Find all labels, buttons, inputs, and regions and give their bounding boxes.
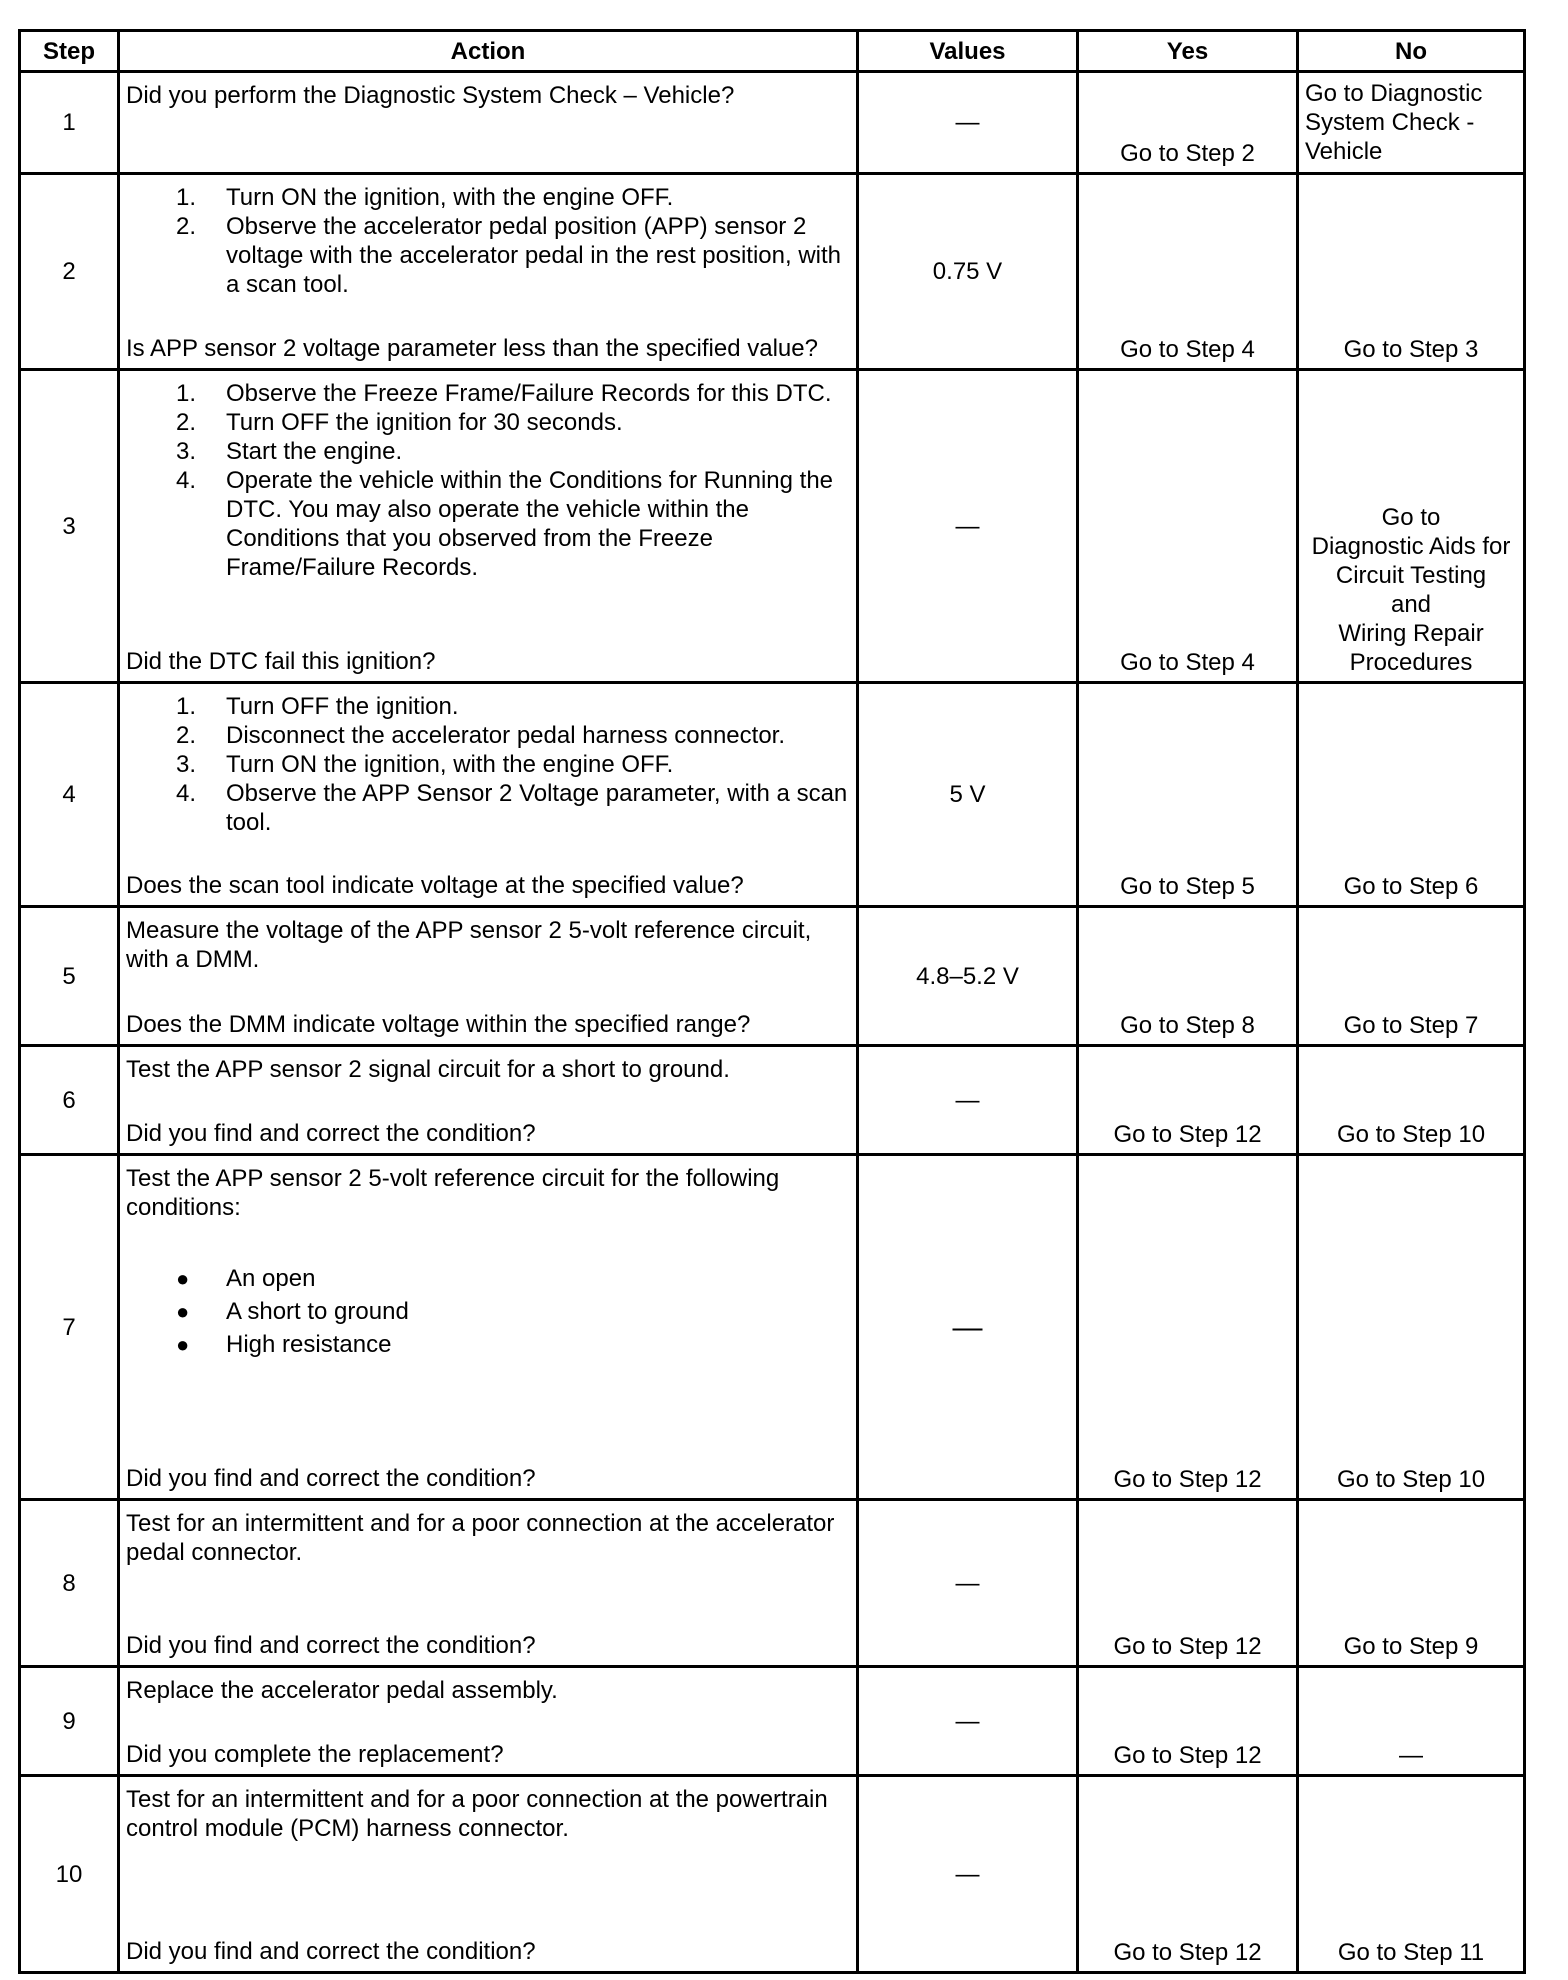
no-cell: Go to Diagnostic Aids for Circuit Testing and Wiring Repair Procedures (1298, 370, 1525, 683)
header-action: Action (119, 31, 858, 72)
action-text: Did you perform the Diagnostic System Check – Vehicle? (126, 82, 735, 109)
list-item: 1. Observe the Freeze Frame/Failure Records for this DTC. (176, 380, 832, 407)
list-item: 3. Turn ON the ignition, with the engine OFF. (176, 751, 674, 778)
yes-cell: Go to Step 12 (1078, 1776, 1298, 1973)
table-row (20, 1155, 1525, 1500)
list-item: 4. Operate the vehicle within the Conditions for Running the DTC. You may also operate the vehicle within the Conditions that you observed from the Freeze Frame/Failure Records. (176, 467, 834, 581)
action-text: Test for an intermittent and for a poor connection at the accelerator pedal connector. (126, 1510, 835, 1566)
action-text: Replace the accelerator pedal assembly. (126, 1677, 558, 1704)
no-cell: Go to Step 7 (1298, 907, 1525, 1046)
action-cell (119, 174, 858, 370)
no-cell: Go to Diagnostic System Check - Vehicle (1298, 72, 1525, 174)
no-cell: Go to Step 11 (1298, 1776, 1525, 1973)
no-cell: Go to Step 3 (1298, 174, 1525, 370)
value-cell: — (858, 1776, 1078, 1973)
action-steps (126, 379, 850, 582)
value-cell: — (858, 1155, 1078, 1500)
header-values: Values (858, 31, 1078, 72)
table-row (20, 370, 1525, 683)
action-cell (119, 1046, 858, 1155)
table-row (20, 1500, 1525, 1667)
table-row (20, 1046, 1525, 1155)
list-item: 2. Turn OFF the ignition for 30 seconds. (176, 409, 623, 436)
action-cell (119, 1500, 858, 1667)
step-number: 8 (20, 1500, 119, 1667)
action-cell (119, 370, 858, 683)
yes-cell: Go to Step 12 (1078, 1667, 1298, 1776)
step-number: 2 (20, 174, 119, 370)
table-row (20, 1667, 1525, 1776)
list-item: 1. Turn OFF the ignition. (176, 693, 459, 720)
action-steps (126, 692, 850, 837)
no-cell: Go to Step 10 (1298, 1155, 1525, 1500)
action-question: Is APP sensor 2 voltage parameter less than the specified value? (126, 335, 818, 362)
value-cell: — (858, 370, 1078, 683)
value-cell: — (858, 72, 1078, 174)
step-number: 1 (20, 72, 119, 174)
step-number: 7 (20, 1155, 119, 1500)
yes-cell: Go to Step 2 (1078, 72, 1298, 174)
action-cell (119, 683, 858, 907)
header-row (20, 31, 1525, 72)
list-item: 2. Disconnect the accelerator pedal harness connector. (176, 722, 785, 749)
action-steps (126, 183, 850, 299)
list-item: 1. Turn ON the ignition, with the engine OFF. (176, 184, 674, 211)
step-number: 4 (20, 683, 119, 907)
action-question: Did you complete the replacement? (126, 1741, 504, 1768)
action-question: Did you find and correct the condition? (126, 1120, 536, 1147)
action-text: Test the APP sensor 2 signal circuit for a short to ground. (126, 1056, 730, 1083)
step-number: 3 (20, 370, 119, 683)
no-cell: — (1298, 1667, 1525, 1776)
action-cell (119, 1667, 858, 1776)
yes-cell: Go to Step 12 (1078, 1500, 1298, 1667)
value-cell: 4.8–5.2 V (858, 907, 1078, 1046)
yes-cell: Go to Step 8 (1078, 907, 1298, 1046)
action-text: Measure the voltage of the APP sensor 2 5-volt reference circuit, with a DMM. (126, 917, 812, 973)
table-row (20, 174, 1525, 370)
action-text: Test the APP sensor 2 5-volt reference circuit for the following conditions: (126, 1165, 780, 1221)
yes-cell: Go to Step 12 (1078, 1155, 1298, 1500)
step-number: 10 (20, 1776, 119, 1973)
action-question: Did the DTC fail this ignition? (126, 648, 436, 675)
list-item: ● A short to ground (176, 1298, 409, 1325)
header-no: No (1298, 31, 1525, 72)
no-cell: Go to Step 10 (1298, 1046, 1525, 1155)
list-item: 4. Observe the APP Sensor 2 Voltage parameter, with a scan tool. (176, 780, 848, 836)
action-question: Did you find and correct the condition? (126, 1465, 536, 1492)
list-item: ● An open (176, 1265, 316, 1292)
yes-cell: Go to Step 5 (1078, 683, 1298, 907)
yes-cell: Go to Step 4 (1078, 370, 1298, 683)
value-cell: — (858, 1046, 1078, 1155)
table-row (20, 1776, 1525, 1973)
value-cell: — (858, 1667, 1078, 1776)
action-question: Does the DMM indicate voltage within the specified range? (126, 1011, 751, 1038)
list-item: 2. Observe the accelerator pedal position (APP) sensor 2 voltage with the accelerator pedal in the rest position, with a scan tool. (176, 213, 842, 298)
table-row (20, 72, 1525, 174)
yes-cell: Go to Step 4 (1078, 174, 1298, 370)
action-cell (119, 907, 858, 1046)
table-row (20, 907, 1525, 1046)
value-cell: 0.75 V (858, 174, 1078, 370)
value-cell: — (858, 1500, 1078, 1667)
action-text: Test for an intermittent and for a poor connection at the powertrain control module (PCM) harness connector. (126, 1786, 828, 1842)
action-cell (119, 72, 858, 174)
action-question: Did you find and correct the condition? (126, 1938, 536, 1965)
header-yes: Yes (1078, 31, 1298, 72)
step-number: 9 (20, 1667, 119, 1776)
step-number: 5 (20, 907, 119, 1046)
yes-cell: Go to Step 12 (1078, 1046, 1298, 1155)
list-item: ● High resistance (176, 1331, 392, 1358)
action-question: Did you find and correct the condition? (126, 1632, 536, 1659)
value-cell: 5 V (858, 683, 1078, 907)
step-number: 6 (20, 1046, 119, 1155)
header-step: Step (20, 31, 119, 72)
table-row (20, 683, 1525, 907)
action-cell (119, 1155, 858, 1500)
no-cell: Go to Step 9 (1298, 1500, 1525, 1667)
action-cell (119, 1776, 858, 1973)
list-item: 3. Start the engine. (176, 438, 403, 465)
condition-list (126, 1262, 850, 1361)
no-cell: Go to Step 6 (1298, 683, 1525, 907)
diagnostic-table (18, 29, 1526, 1974)
action-question: Does the scan tool indicate voltage at the specified value? (126, 872, 744, 899)
